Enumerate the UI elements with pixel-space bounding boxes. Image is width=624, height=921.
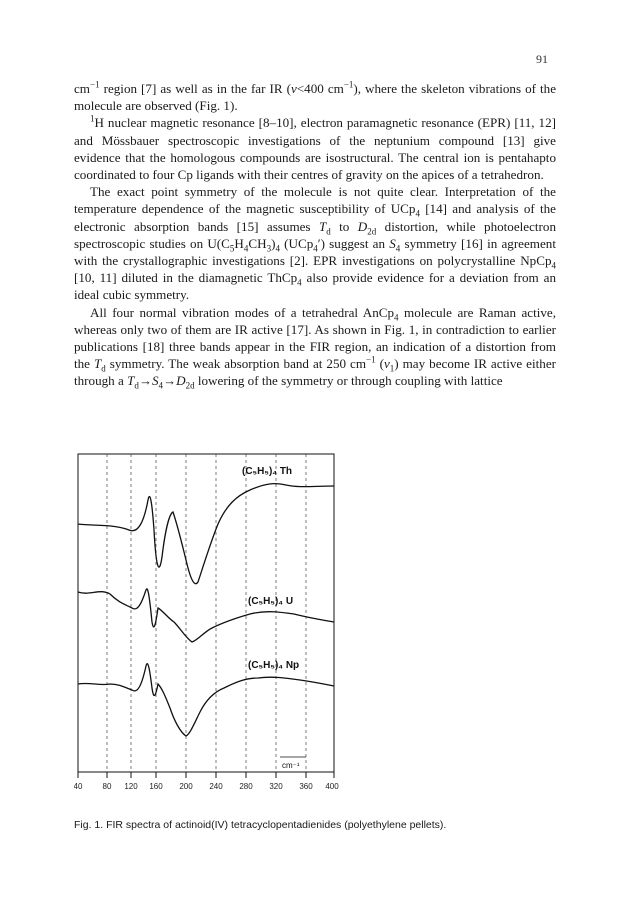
- text-run: ), where the skeleton vibrations of the molecule are observed (Fig. 1).: [74, 81, 557, 114]
- text-run: The exact point symmetry of the molecule is not quite clear. Interpretation of the temperature dependence of the magnetic susceptibility of UCp: [74, 184, 556, 217]
- text-run: distortion, while photoelectron spectroscopic studies on U(C: [74, 218, 557, 251]
- text-run: [14] and analysis of the electronic absorption bands [15] assumes: [74, 201, 556, 234]
- paragraph: [74, 183, 556, 303]
- italic-symbol: S: [389, 235, 396, 251]
- subscript: 4: [395, 243, 401, 254]
- italic-symbol: T: [318, 218, 327, 234]
- italic-symbol: D: [176, 373, 186, 389]
- x-tick-label: 160: [149, 782, 163, 791]
- page-number: 91: [536, 52, 548, 66]
- italic-symbol: D: [357, 218, 368, 234]
- italic-symbol: ν: [290, 81, 297, 96]
- x-tick-label: 240: [209, 782, 223, 791]
- paragraph: [74, 114, 556, 183]
- x-tick-label: 200: [179, 782, 193, 791]
- italic-symbol: ν: [383, 356, 390, 372]
- subscript: 4: [297, 277, 302, 288]
- spectrum-curve-u: [78, 589, 334, 642]
- subscript: 4: [158, 381, 164, 392]
- x-unit-label: cm⁻¹: [282, 761, 300, 770]
- subscript: 4: [275, 243, 280, 254]
- figure-fir-spectra: [74, 452, 340, 802]
- curve-label-u: (C₅H₅)₄ U: [248, 596, 294, 607]
- text-run: ): [271, 235, 276, 251]
- plot-frame: [78, 454, 334, 772]
- x-tick-label: 360: [299, 782, 313, 791]
- subscript: 4: [415, 209, 420, 220]
- italic-symbol: S: [151, 373, 159, 389]
- subscript: 2d: [367, 226, 377, 237]
- text-run: also provide evidence for a deviation from an ideal cubic symmetry.: [74, 270, 556, 303]
- body-text: [74, 80, 556, 390]
- subscript: 4: [243, 243, 249, 254]
- text-run: H: [234, 235, 244, 251]
- curve-label-np: (C₅H₅)₄ Np: [248, 660, 300, 671]
- spectra-plot: [74, 452, 340, 802]
- text-run: All four normal vibration modes of a tetrahedral AnCp: [90, 304, 395, 320]
- subscript: d: [101, 363, 106, 374]
- subscript: 5: [229, 243, 235, 254]
- x-tick-label: 400: [325, 782, 339, 791]
- x-ticks: [78, 772, 334, 778]
- superscript: −1: [366, 354, 376, 365]
- spectrum-curve-th: [78, 484, 334, 584]
- text-run: ′) suggest an: [317, 235, 390, 251]
- subscript: d: [134, 381, 139, 392]
- text-run: [10, 11] diluted in the diamagnetic ThCp: [74, 270, 298, 286]
- superscript: 1: [90, 114, 95, 125]
- italic-symbol: T: [127, 373, 135, 389]
- subscript: 4: [394, 312, 399, 323]
- text-run: (UCp: [279, 235, 314, 251]
- paragraph: [74, 304, 556, 390]
- subscript: 4: [313, 243, 318, 254]
- subscript: 2d: [185, 381, 195, 392]
- x-tick-label: 120: [124, 782, 138, 791]
- text-run: to: [330, 218, 358, 234]
- text-run: H nuclear magnetic resonance [8–10], electron paramagnetic resonance (EPR) [11, 12] and Mössbauer spectroscopic investigations of the neptunium compound [13] give evidence that the homologous compounds are isostructural. The central ion is pentahapto coordinated to four Cp ligands with their centres of gravity on the apices of a tetrahedron.: [74, 115, 556, 183]
- text-run: cm: [74, 81, 90, 96]
- text-run: ) may become IR active either through a: [74, 356, 556, 389]
- text-run: molecule are Raman active, whereas only two of them are IR active [17]. As shown in Fig. 1, in contradiction to earlier publications [18] three bands appear in the FIR region, an indication of a distortion from the: [74, 304, 556, 372]
- italic-symbol: T: [93, 356, 102, 372]
- curve-label-th: (C₅H₅)₄ Th: [242, 466, 293, 477]
- text-run: (: [375, 356, 384, 372]
- text-run: →: [163, 373, 177, 389]
- reference-lines: [107, 454, 306, 772]
- superscript: −1: [343, 79, 354, 90]
- subscript: 3: [266, 243, 272, 254]
- superscript: −1: [90, 79, 100, 90]
- figure-caption: Fig. 1. FIR spectra of actinoid(IV) tetracyclopentadienides (polyethylene pellets).: [74, 819, 447, 831]
- text-run: lowering of the symmetry or through coupling with lattice: [194, 373, 503, 389]
- subscript: 4: [551, 260, 556, 271]
- x-tick-label: 320: [269, 782, 283, 791]
- paragraph: [74, 80, 556, 114]
- text-run: <400 cm: [296, 81, 344, 96]
- subscript: d: [326, 226, 331, 237]
- text-run: region [7] as well as in the far IR (: [99, 81, 291, 96]
- text-run: CH: [248, 235, 267, 251]
- x-tick-label: 280: [239, 782, 253, 791]
- text-run: symmetry. The weak absorption band at 250 cm: [105, 356, 367, 372]
- subscript: 1: [389, 363, 395, 374]
- text-run: →: [138, 373, 152, 389]
- x-tick-label: 80: [102, 782, 112, 791]
- x-tick-label: 40: [74, 782, 83, 791]
- spectrum-curve-np: [78, 664, 334, 736]
- text-run: symmetry [16] in agreement with the crystallographic investigations [2]. EPR investigations on polycrystalline NpCp: [74, 235, 556, 269]
